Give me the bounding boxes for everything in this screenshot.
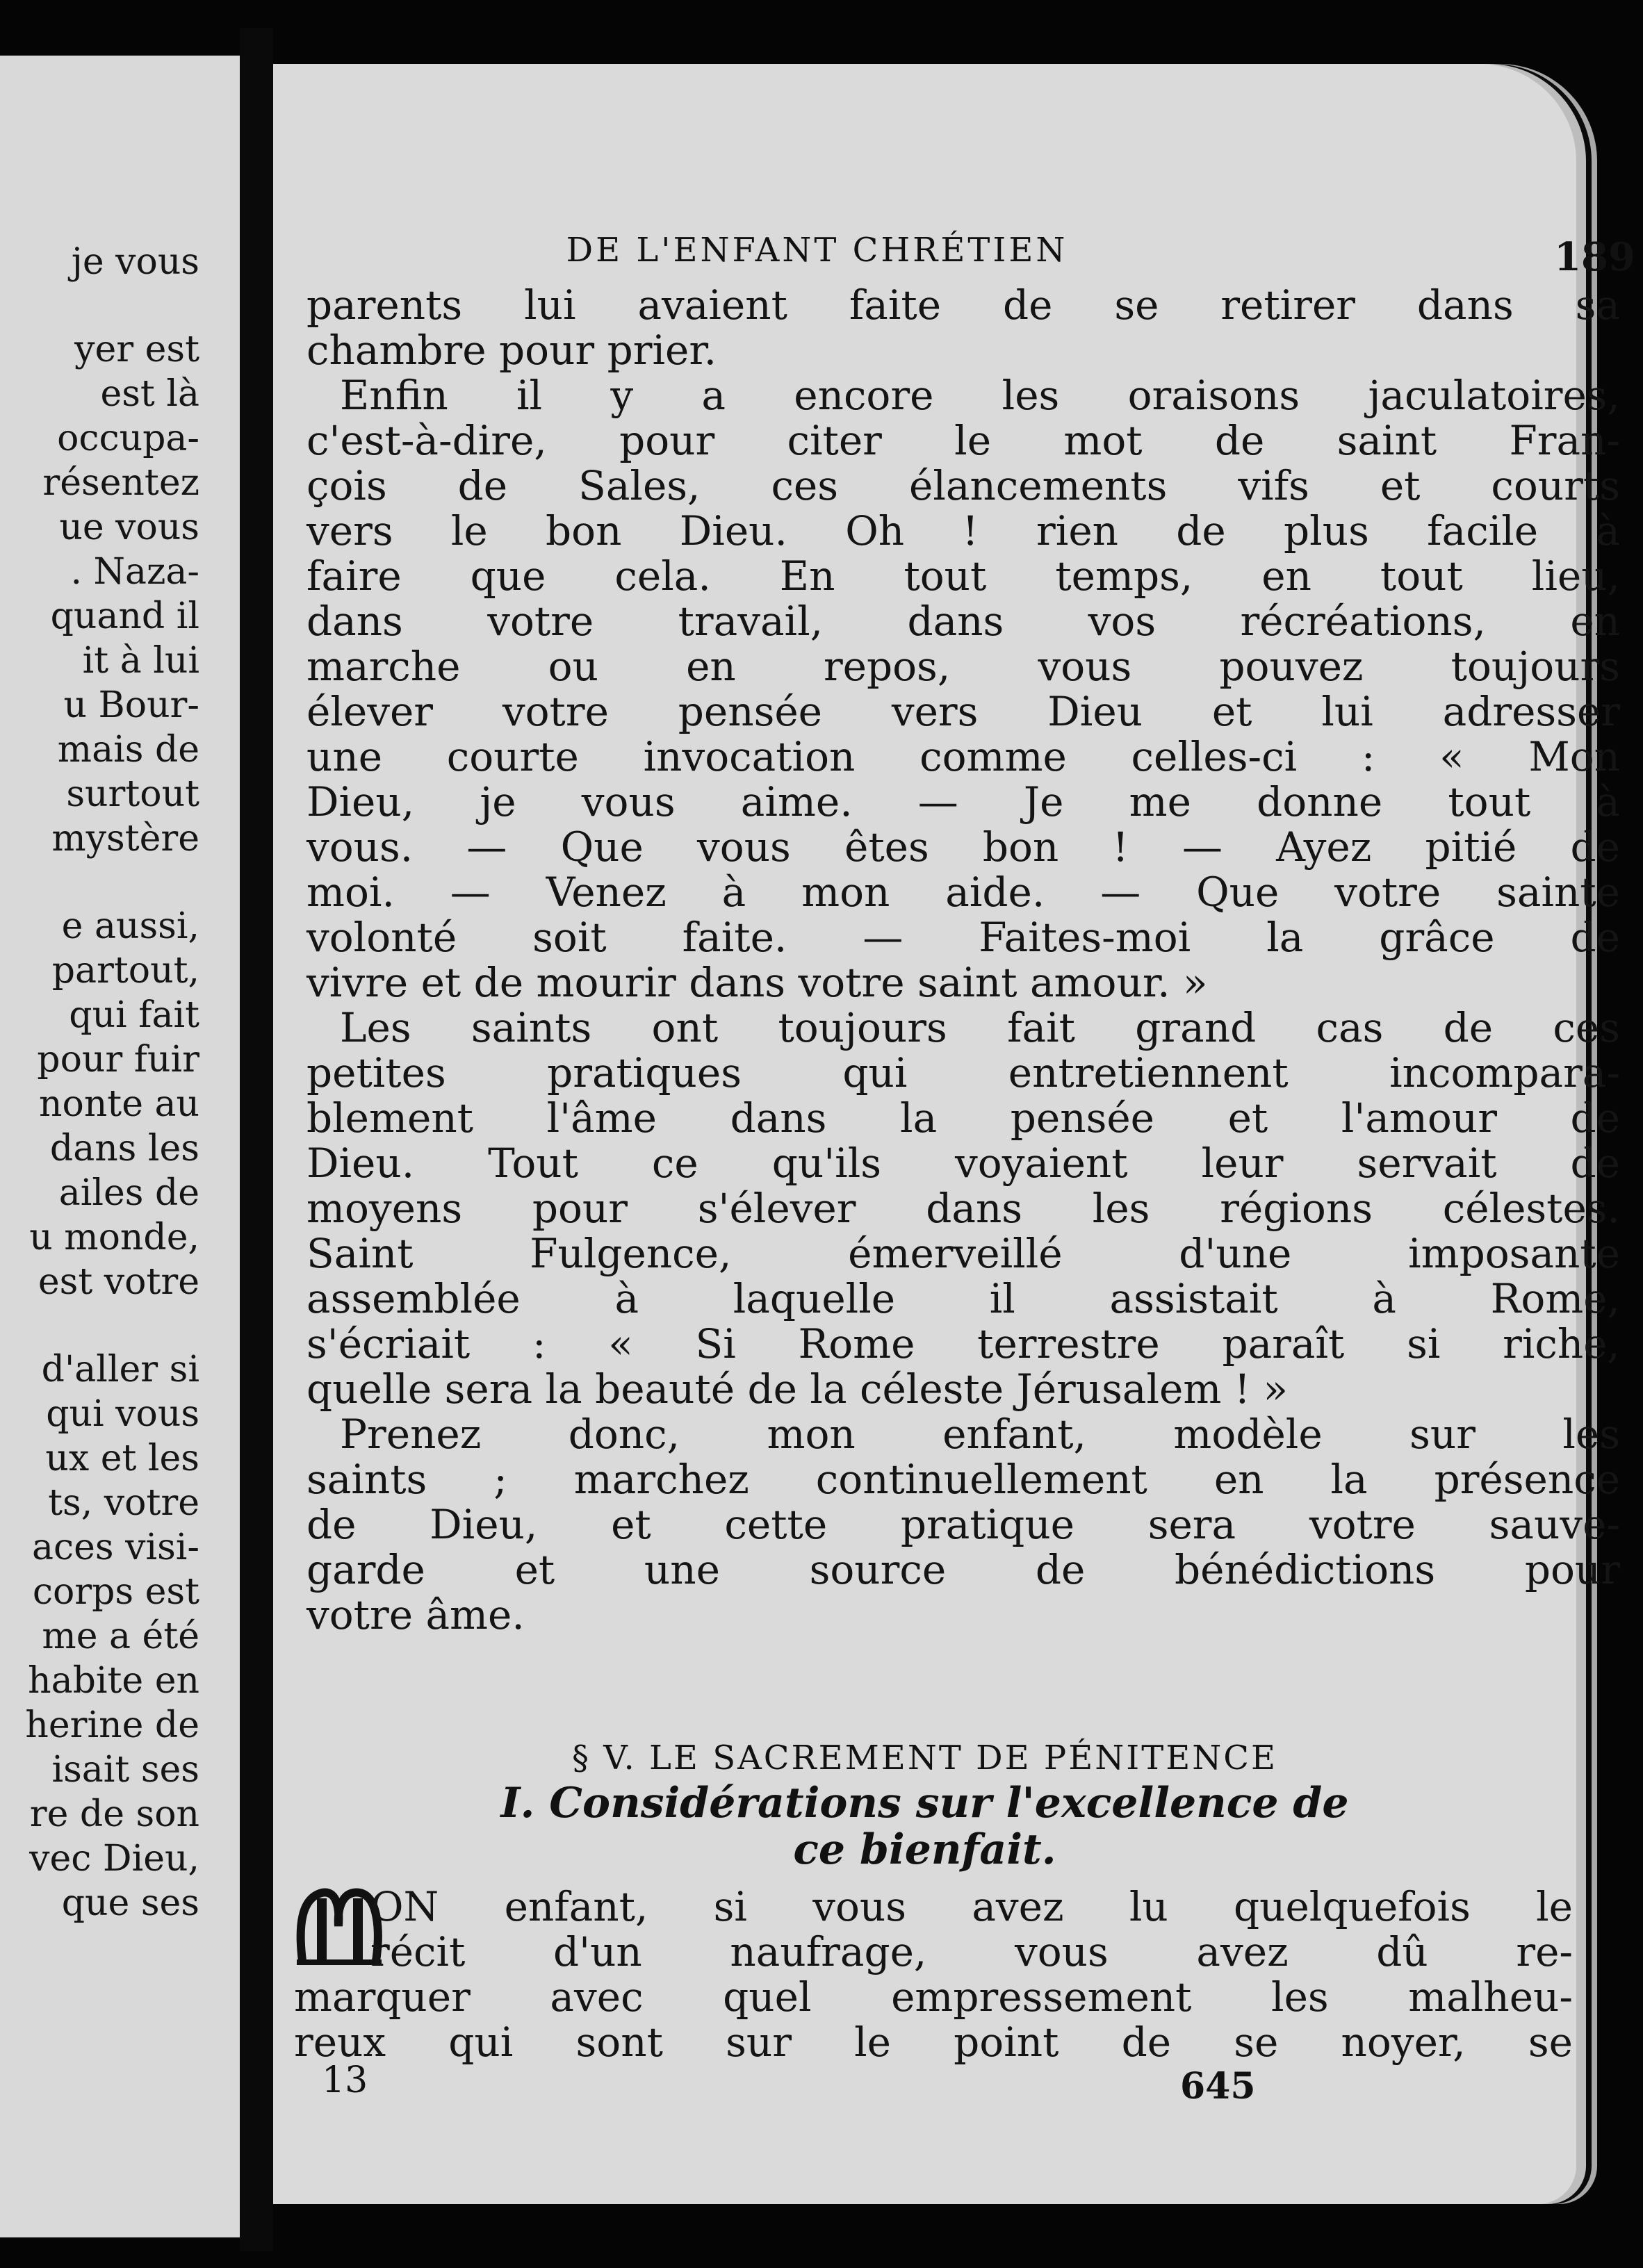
text-line: Saint Fulgence, émerveillé d'une imposante bbox=[306, 1230, 1620, 1277]
text-line: quelle sera la beauté de la céleste Jérusalem ! » bbox=[306, 1365, 1289, 1413]
right-page bbox=[273, 64, 1635, 2204]
left-page-text bbox=[0, 240, 240, 1925]
text-line: parents lui avaient faite de se retirer dans sa bbox=[306, 281, 1620, 329]
left-line: vec Dieu, bbox=[29, 1838, 199, 1880]
left-line: ailes de bbox=[58, 1172, 199, 1214]
text-line: votre âme. bbox=[306, 1591, 525, 1638]
running-header: DE L'ENFANT CHRÉTIEN bbox=[566, 231, 1068, 270]
left-line: qui vous bbox=[46, 1393, 199, 1435]
left-line: ux et les bbox=[45, 1438, 199, 1479]
signature-mark: 13 bbox=[322, 2060, 368, 2101]
left-line: est votre bbox=[38, 1261, 199, 1303]
text-line: c'est-à-dire, pour citer le mot de saint Fran- bbox=[306, 417, 1620, 464]
left-line: est là bbox=[100, 373, 199, 415]
left-line: ts, votre bbox=[48, 1482, 199, 1524]
left-line: e aussi, bbox=[61, 905, 199, 947]
left-line: occupa- bbox=[57, 418, 199, 459]
text-line: marquer avec quel empressement les malheu- bbox=[294, 1973, 1573, 2021]
text-line: garde et une source de bénédictions pour bbox=[306, 1546, 1620, 1593]
left-line: quand il bbox=[50, 595, 199, 637]
left-page bbox=[0, 56, 240, 2237]
left-line: corps est bbox=[32, 1571, 199, 1613]
left-line: mais de bbox=[57, 729, 199, 771]
text-line: Dieu. Tout ce qu'ils voyaient leur servait de bbox=[306, 1140, 1620, 1187]
left-line: partout, bbox=[51, 950, 199, 992]
left-line: me a été bbox=[42, 1616, 199, 1657]
text-line: blement l'âme dans la pensée et l'amour de bbox=[306, 1094, 1620, 1142]
left-line: mystère bbox=[51, 818, 199, 860]
text-line: élever votre pensée vers Dieu et lui adresser bbox=[306, 688, 1620, 735]
left-line: yer est bbox=[74, 329, 199, 370]
left-line: aces visi- bbox=[31, 1527, 199, 1568]
text-line: Enfin il y a encore les oraisons jaculatoires, bbox=[340, 372, 1620, 419]
text-line: vivre et de mourir dans votre saint amour. » bbox=[306, 959, 1208, 1006]
section-subtitle-continued: ce bienfait. bbox=[793, 1825, 1056, 1874]
page-number: 189 bbox=[1554, 234, 1635, 280]
text-line: s'écriait : « Si Rome terrestre paraît si riche, bbox=[306, 1320, 1620, 1367]
left-line: résentez bbox=[42, 462, 199, 504]
text-line: çois de Sales, ces élancements vifs et courts bbox=[306, 462, 1620, 509]
left-line: u Bour- bbox=[63, 684, 199, 726]
text-line: vers le bon Dieu. Oh ! rien de plus facile à bbox=[306, 507, 1620, 554]
text-line: moi. — Venez à mon aide. — Que votre sainte bbox=[306, 869, 1620, 916]
left-line: nonte au bbox=[39, 1083, 199, 1125]
text-line: Dieu, je vous aime. — Je me donne tout à bbox=[306, 778, 1620, 825]
text-line: reux qui sont sur le point de se noyer, se bbox=[294, 2019, 1573, 2066]
left-line: u monde, bbox=[29, 1217, 199, 1258]
text-line: dans votre travail, dans vos récréations, en bbox=[306, 598, 1620, 645]
left-line: it à lui bbox=[82, 640, 199, 682]
section-title: § V. LE SACREMENT DE PÉNITENCE bbox=[571, 1739, 1278, 1777]
text-line: Prenez donc, mon enfant, modèle sur les bbox=[340, 1411, 1620, 1458]
book-gutter bbox=[240, 28, 273, 2251]
text-line: faire que cela. En tout temps, en tout lieu, bbox=[306, 552, 1620, 600]
left-line: herine de bbox=[25, 1704, 199, 1746]
body-paragraphs bbox=[306, 283, 1620, 1638]
chapter-first-line: ON enfant, si vous avez lu quelquefois le bbox=[370, 1883, 1573, 1930]
text-line: volonté soit faite. — Faites-moi la grâce de bbox=[306, 914, 1620, 961]
text-line: une courte invocation comme celles-ci : « Mon bbox=[306, 733, 1620, 780]
text-line: vous. — Que vous êtes bon ! — Ayez pitié de bbox=[306, 823, 1620, 871]
text-line: chambre pour prier. bbox=[306, 327, 717, 374]
left-line: d'aller si bbox=[41, 1349, 199, 1390]
section-subtitle: I. Considérations sur l'excellence de bbox=[500, 1779, 1349, 1827]
left-line: . Naza- bbox=[70, 551, 199, 593]
text-line: récit d'un naufrage, vous avez dû re- bbox=[370, 1928, 1573, 1975]
text-line: Les saints ont toujours fait grand cas de ces bbox=[340, 1004, 1620, 1051]
text-line: de Dieu, et cette pratique sera votre sauve- bbox=[306, 1501, 1620, 1548]
left-line: pour fuir bbox=[37, 1039, 199, 1080]
left-line: habite en bbox=[28, 1660, 199, 1702]
left-line: je vous bbox=[71, 241, 199, 283]
left-line: ue vous bbox=[59, 507, 199, 548]
left-line: que ses bbox=[61, 1882, 199, 1924]
left-line: surtout bbox=[66, 773, 199, 815]
printer-number: 645 bbox=[1180, 2065, 1256, 2107]
text-line: moyens pour s'élever dans les régions célestes. bbox=[306, 1185, 1620, 1232]
left-line: re de son bbox=[29, 1793, 199, 1835]
text-line: saints ; marchez continuellement en la présence bbox=[306, 1456, 1620, 1503]
left-line: isait ses bbox=[51, 1749, 199, 1791]
text-line: assemblée à laquelle il assistait à Rome, bbox=[306, 1275, 1620, 1322]
left-line: qui fait bbox=[69, 994, 199, 1036]
left-line: dans les bbox=[49, 1128, 199, 1169]
text-line: marche ou en repos, vous pouvez toujours bbox=[306, 643, 1620, 690]
text-line: petites pratiques qui entretiennent incompara- bbox=[306, 1049, 1620, 1096]
